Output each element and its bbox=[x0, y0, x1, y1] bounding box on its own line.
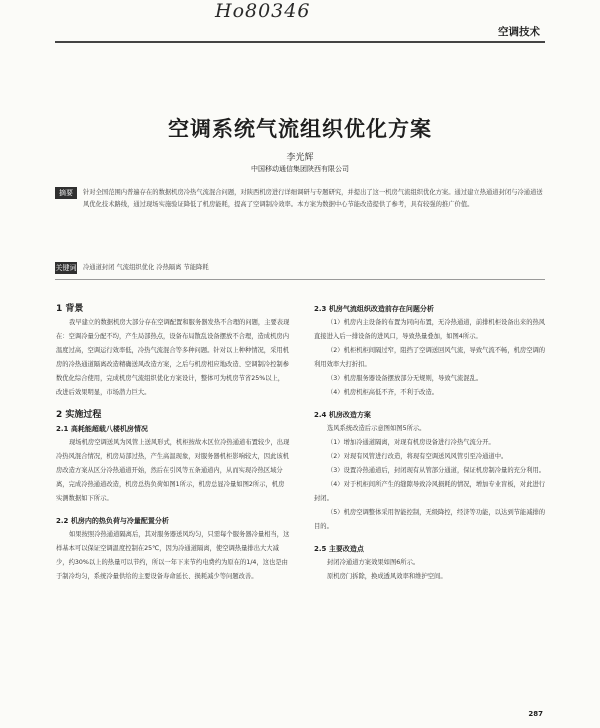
subheading-2-4: 2.4 机房改造方案 bbox=[314, 411, 371, 419]
abstract-rule bbox=[55, 279, 545, 280]
list-item: （2）机柜机柜间隔过窄，阻挡了空调送回风气流，导致气流不畅，机房空调的利用效率大打折扣。 bbox=[314, 347, 546, 368]
author-name: 李光辉 bbox=[286, 153, 314, 163]
abstract-text: 针对全国范围内普遍存在的数据机房冷热气流混合问题，对陕西机房进行详细调研与专题研究，并提出了这一机房气流组织优化方案。通过建立热通道封闭与冷通道送风优化技术路线，通过现场实施验证降低了机房能耗，提高了空调制冷效率。本方案为数据中心节能改造提供了参考，具有较强的推广价值。 bbox=[83, 189, 543, 208]
header-rule bbox=[55, 41, 545, 43]
subheading-2-5: 2.5 主要改造点 bbox=[314, 545, 364, 553]
keywords-label: 关键词 bbox=[55, 264, 77, 272]
list-item: （3）设置冷热通道后，封闭现有从管部分通道，保证机房制冷量的充分利用。 bbox=[327, 467, 546, 474]
abstract-block bbox=[55, 187, 545, 210]
subheading-2-3: 2.3 机房气流组织改造前存在问题分析 bbox=[314, 305, 434, 313]
paragraph: 选风系统改造后示意图如图5所示。 bbox=[327, 425, 426, 432]
paragraph: 原机房门拆除，换成透风效率和维护空间。 bbox=[327, 573, 447, 580]
list-item: （3）机房服务器设备摆放部分无规则，导致气流混乱。 bbox=[327, 375, 483, 382]
keywords-block bbox=[55, 262, 545, 273]
section-label: 空调技术 bbox=[498, 26, 540, 38]
paragraph: 封闭冷通道方案效果如图6所示。 bbox=[327, 559, 420, 566]
page-number: 287 bbox=[528, 710, 543, 718]
author-affiliation: 中国移动通信集团陕西有限公司 bbox=[251, 165, 349, 173]
article-title: 空调系统气流组织优化方案 bbox=[168, 117, 432, 141]
left-column bbox=[56, 302, 290, 584]
heading-implementation: 2 实施过程 bbox=[56, 410, 102, 420]
list-item: （4）对于机柜间所产生的缝隙导致冷风损耗的情况，增加专业盲板，对此进行封闭。 bbox=[314, 481, 546, 502]
list-item: （1）增加冷通道隔离，对现有机房设备进行冷热气流分开。 bbox=[327, 439, 495, 446]
handwritten-code: Ho80346 bbox=[215, 0, 311, 22]
paragraph: 我早建立的数据机房大部分存在空调配置和服务器发热不合理的问题，主要表现在：空调冷量分配不均，产生局部热点，设备布局散乱设备摆放不合理，造成机房内温度过高，空调运行效率低，冷热气流混合等多种问题。针对以上种种情况，采用机房的冷热通道隔离改造精确送风改造方案，之后与机房相应地改造、空调制冷控制参数优化综合使用，完成机房气流组织优化方案设计，整体可为机房节省25%以上，改进后效果明显，市场潜力巨大。 bbox=[56, 319, 290, 396]
abstract-label: 摘要 bbox=[55, 187, 77, 199]
list-item: （1）机房内主设备的布置为同向布置，无冷热通道，前排机柜设备出来的热风直接进入后一排设备的进风口，导致热量叠加，如图4所示。 bbox=[314, 319, 546, 340]
subheading-2-2: 2.2 机房内的热负荷与冷量配置分析 bbox=[56, 517, 169, 525]
keywords-text: 冷通道封闭 气流组织优化 冷热隔离 节能降耗 bbox=[83, 264, 209, 271]
subheading-2-1: 2.1 高耗能超载八楼机房情况 bbox=[56, 425, 148, 433]
list-item: （5）机房空调整体采用智能控制，无级降控，经济等功能，以达到节能减排的目的。 bbox=[314, 509, 546, 530]
paragraph: 如果按照冷热通道隔离后，其对服务器送风均匀，只需每个服务器冷量相当，这样基本可以保证空调温度控制在25℃，因为冷通道隔离，使空调热量排出大大减少，约30%以上的热量可以节约，所以一年下来节约电费约为原在的1/4，这也是由于制冷均匀，系统冷量供给的主要设备寿命延长、损耗减少等问题改善。 bbox=[56, 531, 290, 580]
paragraph: 现场机房空调送风为风管上送风形式，机柜按故木区位冷热通道布置较少，出现冷热风混合情况，机房局部过热，产生高温现象，对服务器机柜影响较大，因此该机房改造方案从区分冷热通道开始，然后在引风等五条通道内，从而实现冷热区域分离，完成冷热通道改造，机房总热负荷如图1所示，机房总显冷量如图2所示，机房实测数据如下所示。 bbox=[56, 439, 290, 502]
right-column bbox=[314, 302, 548, 584]
list-item: （2）对现有风管进行改造，将现有空调送风风管引至冷通道中。 bbox=[327, 453, 508, 460]
list-item: （4）机房机柜高低不齐，不利于改造。 bbox=[327, 389, 439, 396]
heading-background: 1 背景 bbox=[56, 304, 84, 314]
